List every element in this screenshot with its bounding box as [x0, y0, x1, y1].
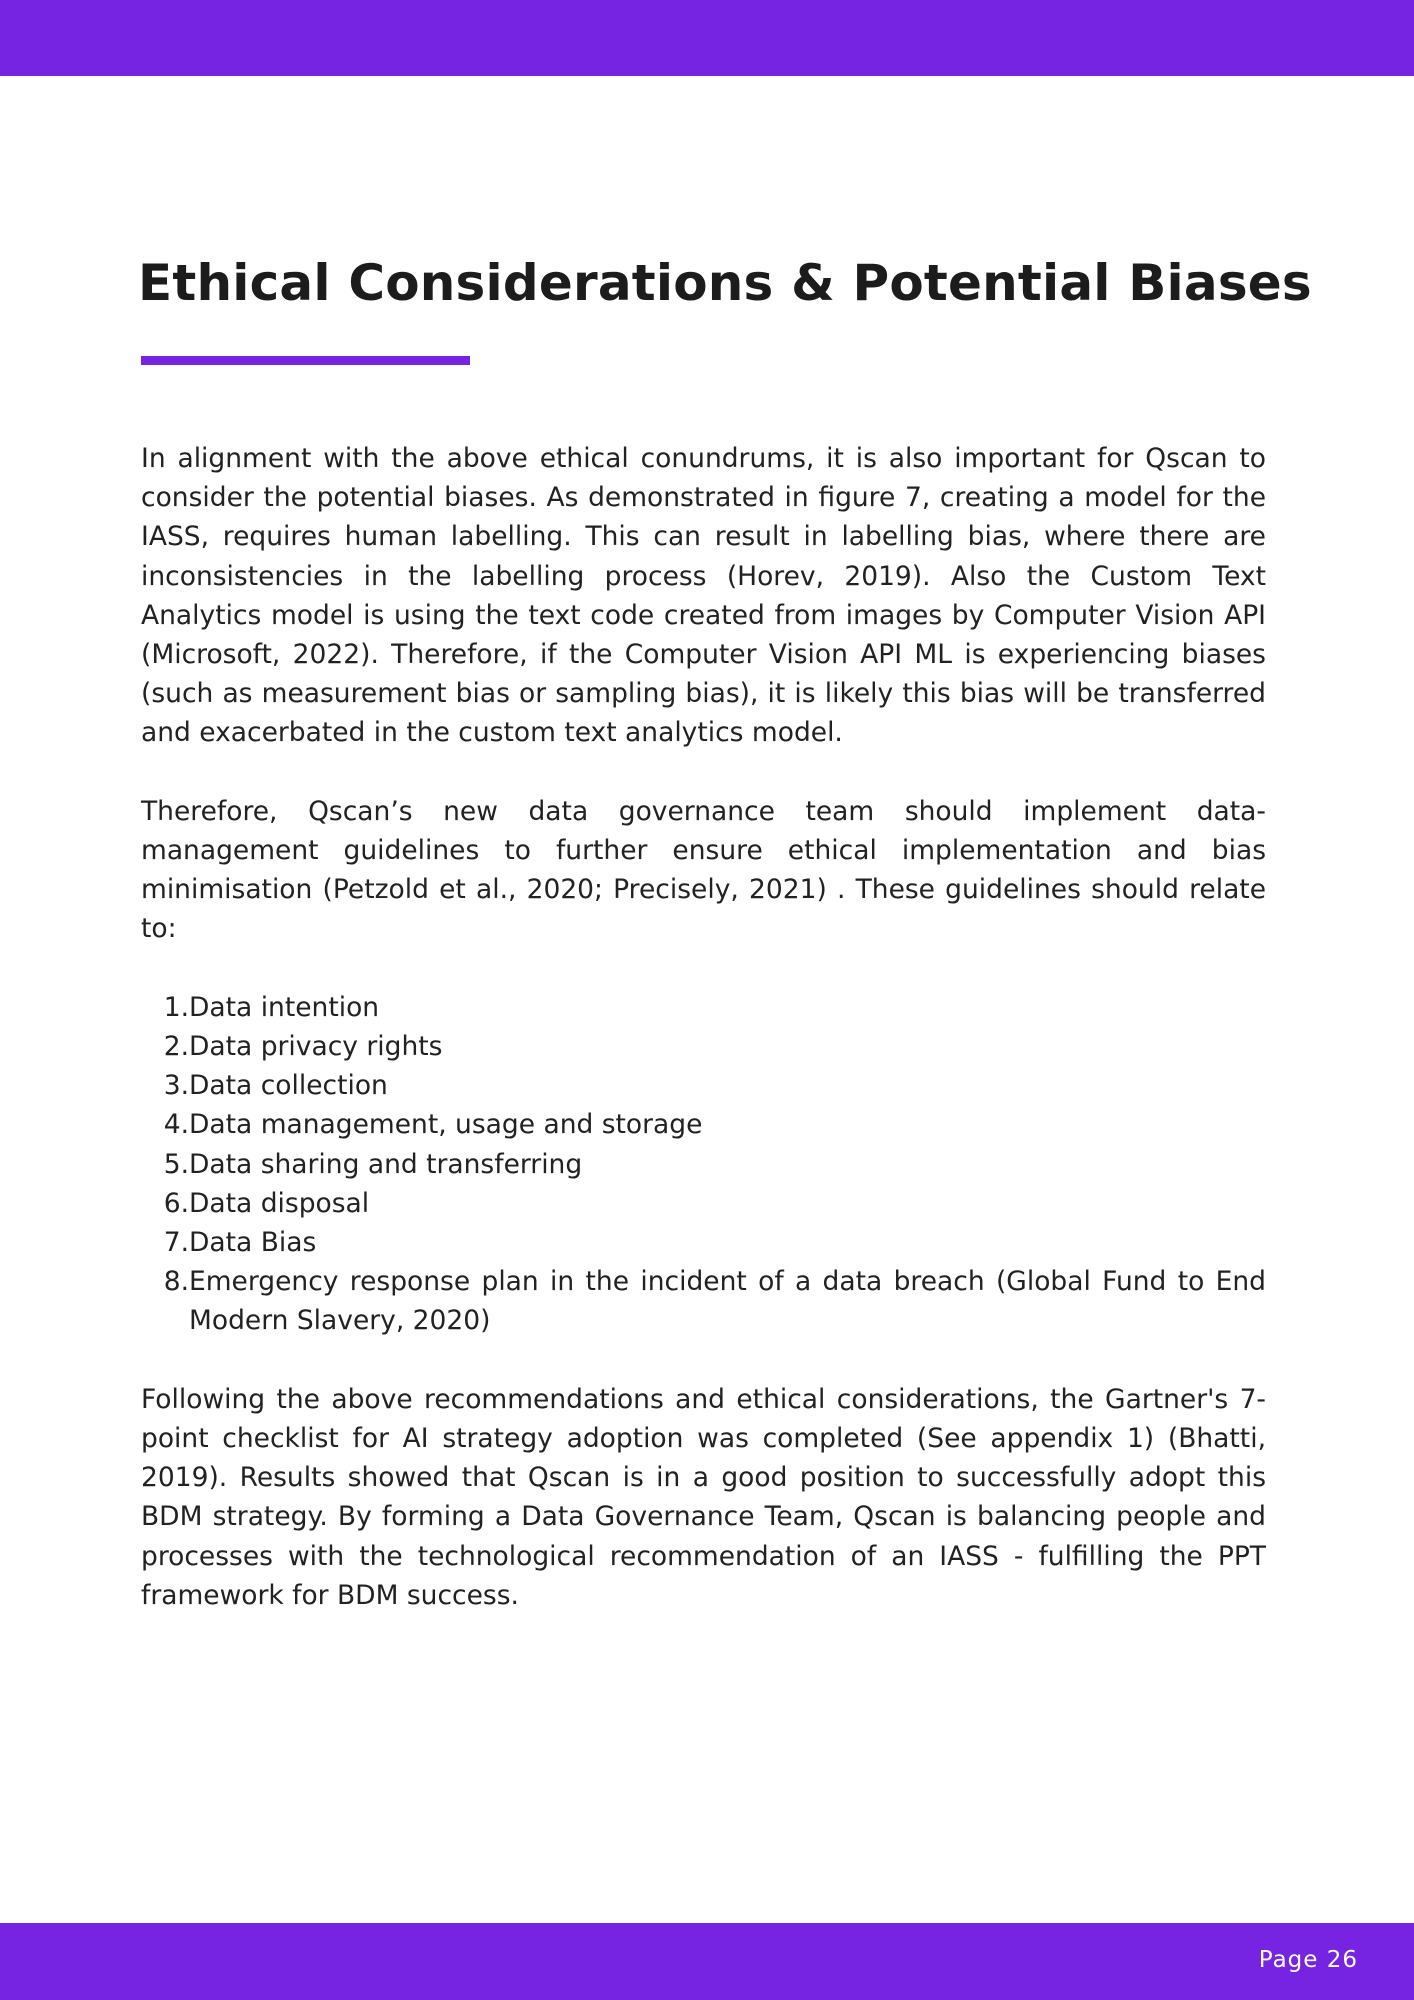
paragraph-governance: Therefore, Qscan’s new data governance team should implement data-management guidelines to further ensure ethical implementation and bias minimisation (Petzold et al., 2020; Precisely, 2021) . These guidelines should relate to:: [141, 795, 1266, 945]
list-item: [141, 1262, 1266, 1340]
footer-bar: [0, 1923, 1414, 2000]
list-item: [141, 1223, 1266, 1262]
list-number: 3.: [163, 1070, 189, 1102]
list-text: Data management, usage and storage: [189, 1109, 703, 1141]
page-title: Ethical Considerations & Potential Biases: [138, 254, 1312, 312]
list-item: [141, 1066, 1266, 1105]
guidelines-list: [141, 988, 1266, 1341]
list-number: 1.: [163, 991, 189, 1023]
paragraph-conclusion: Following the above recommendations and ethical considerations, the Gartner's 7-point checklist for AI strategy adoption was completed (See appendix 1) (Bhatti, 2019). Results showed that Qscan is in a good position to successfully adopt this BDM strategy. By forming a Data Governance Team, Qscan is balancing people and processes with the technological recommendation of an IASS - fulfilling the PPT framework for BDM success.: [141, 1383, 1266, 1611]
spacer: [141, 949, 1266, 988]
spacer: [141, 1341, 1266, 1380]
paragraph-biases: In alignment with the above ethical conundrums, it is also important for Qscan to consider the potential biases. As demonstrated in figure 7, creating a model for the IASS, requires human labelling. This can result in labelling bias, where there are inconsistencies in the labelling process (Horev, 2019). Also the Custom Text Analytics model is using the text code created from images by Computer Vision API (Microsoft, 2022). Therefore, if the Computer Vision API ML is experiencing biases (such as measurement bias or sampling bias), it is likely this bias will be transferred and exacerbated in the custom text analytics model.: [141, 443, 1266, 749]
list-number: 2.: [163, 1031, 189, 1063]
list-number: 7.: [163, 1227, 189, 1259]
list-item: [141, 1105, 1266, 1144]
list-text: Data Bias: [189, 1227, 317, 1259]
list-text: Data sharing and transferring: [189, 1148, 583, 1180]
list-item: [141, 1184, 1266, 1223]
spacer: [141, 753, 1266, 792]
list-text: Data privacy rights: [189, 1031, 443, 1063]
list-number: 5.: [163, 1148, 189, 1180]
list-text: Data intention: [189, 991, 380, 1023]
list-number: 6.: [163, 1187, 189, 1219]
list-number: 8.: [163, 1266, 189, 1298]
list-text: Data disposal: [189, 1187, 370, 1219]
list-item: [141, 1145, 1266, 1184]
list-item: [141, 988, 1266, 1027]
list-item: [141, 1027, 1266, 1066]
list-text: Data collection: [189, 1070, 388, 1102]
list-number: 4.: [163, 1109, 189, 1141]
page-number: Page 26: [1258, 1947, 1358, 1973]
title-underline: [141, 356, 470, 365]
list-text: Emergency response plan in the incident of a data breach (Global Fund to End Modern Slavery, 2020): [189, 1266, 1266, 1337]
body-content: [141, 439, 1266, 1615]
header-bar: [0, 0, 1414, 76]
